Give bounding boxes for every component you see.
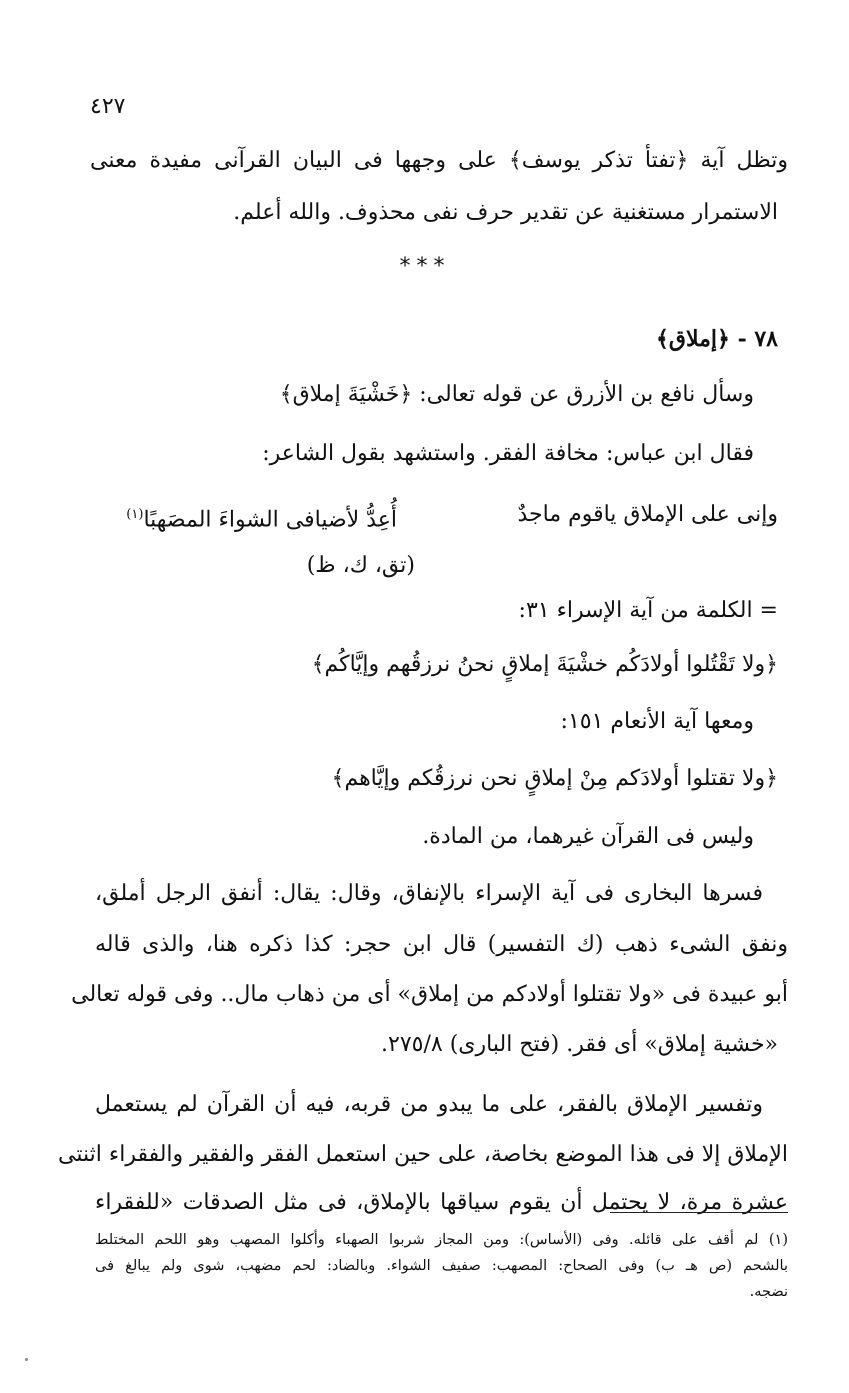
text-line: الإملاق إلا فى هذا الموضع بخاصة، على حين استعمل الفقر والفقير والفقراء اثنتى	[58, 1142, 788, 1167]
text-line: وتظل آية ﴿تفتأ تذكر يوسف﴾ على وجهها فى البيان القرآنى مفيدة معنى	[90, 148, 788, 173]
text-line: وسأل نافع بن الأزرق عن قوله تعالى: ﴿خَشْيَةَ إملاق﴾	[279, 382, 754, 407]
verse-second-hemistich	[126, 498, 397, 537]
quran-quote: ﴿ولا تَقْتُلوا أولادَكُم خشْيَةَ إملاقٍ نحنُ نرزقُهم وإيَّاكُم﴾	[311, 652, 778, 677]
footnote-line: نضجه.	[749, 1284, 788, 1300]
text-line: ومعها آية الأنعام ١٥١:	[560, 709, 754, 734]
footnote-line: بالشحم (ص هـ ب) وفى الصحاح: المصهب: صفيف الشواء. وبالضاد: لحم مضهب، شوى ولم يبالغ فى	[95, 1258, 788, 1274]
quran-quote: ﴿ولا تقتلوا أولادَكم مِنْ إملاقٍ نحن نرزقُكم وإيَّاهم﴾	[331, 766, 778, 791]
text-line: أبو عبيدة فى «ولا تقتلوا أولادكم من إملاق» أى من ذهاب مال.. وفى قوله تعالى	[71, 982, 788, 1007]
verse-first-hemistich: وإنى على الإملاق ياقوم ماجدٌ	[517, 502, 778, 527]
text-line: الاستمرار مستغنية عن تقدير حرف نفى محذوف. والله أعلم.	[233, 200, 778, 225]
page-number: ٤٢٧	[90, 94, 126, 119]
text-line: فقال ابن عباس: مخافة الفقر. واستشهد بقول الشاعر:	[262, 441, 754, 466]
text-line: = الكلمة من آية الإسراء ٣١:	[518, 598, 778, 623]
entry-heading: ٧٨ - ﴿إملاق﴾	[656, 326, 778, 352]
text-line: ونفق الشىء ذهب (ك التفسير) قال ابن حجر: كذا ذكره هنا، والذى قاله	[95, 932, 788, 957]
text-line: وليس فى القرآن غيرهما، من المادة.	[422, 824, 754, 849]
footnote-divider	[610, 1212, 788, 1213]
text-line: فسرها البخارى فى آية الإسراء بالإنفاق، وقال: يقال: أنفق الرجل أملق،	[95, 881, 763, 906]
text-line: عشرة مرة، لا يحتمل أن يقوم سياقها بالإملاق، فى مثل الصدقات «للفقراء	[95, 1190, 788, 1215]
text-line: «خشية إملاق» أى فقر. (فتح البارى) ٢٧٥/٨.	[381, 1032, 778, 1057]
scan-speck	[25, 1358, 28, 1361]
text-line: وتفسير الإملاق بالفقر، على ما يبدو من قربه، فيه أن القرآن لم يستعمل	[95, 1092, 763, 1117]
verse-sources: (تق، ك، ظ)	[306, 553, 415, 578]
footnote-marker: (١)	[126, 507, 144, 522]
verse-second-hemistich-text: أُعِدُّ لأضيافى الشواءَ المصَهبًا	[143, 507, 397, 533]
section-separator: ***	[399, 254, 451, 279]
footnote-line: (١) لم أقف على قائله. وفى (الأساس): ومن المجاز شربوا الصهباء وأكلوا المصهب وهو اللحم المختلط	[95, 1232, 788, 1248]
